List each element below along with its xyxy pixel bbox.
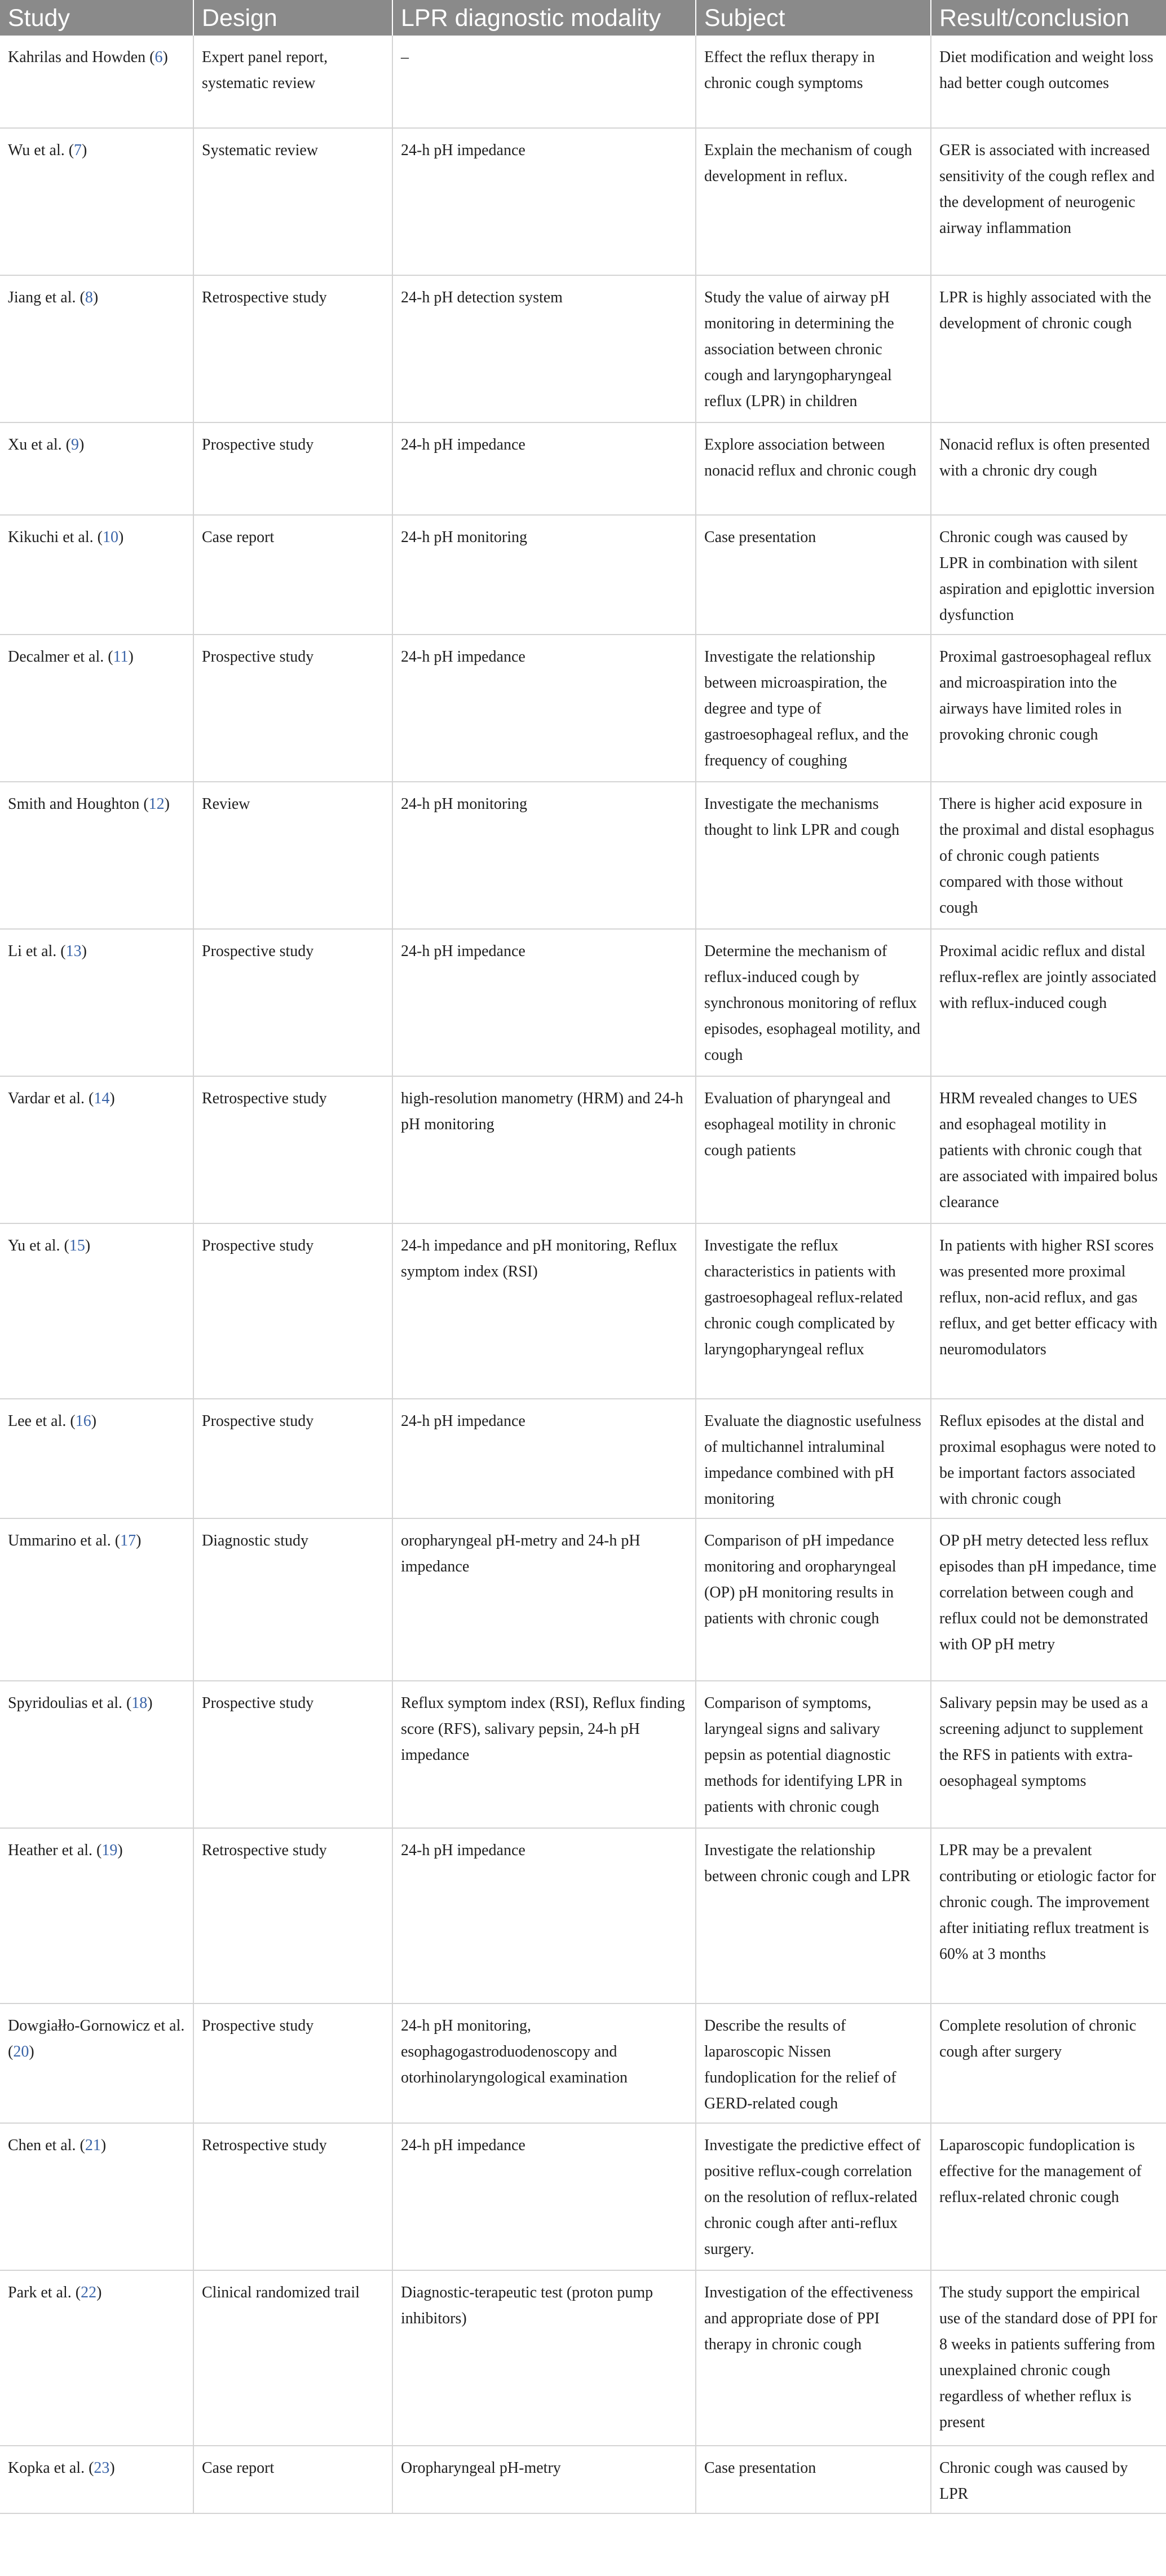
result-cell: The study support the empirical use of the standard dose of PPI for 8 weeks in patients suffering from unexplained chronic cough regardless of whether reflux is present: [931, 2270, 1166, 2446]
header-subject: Subject: [696, 0, 931, 36]
subject-cell: Investigate the predictive effect of positive reflux-cough correlation on the resolution of reflux-related chronic cough after anti-reflux surgery.: [696, 2123, 931, 2270]
design-cell: Retrospective study: [193, 2123, 392, 2270]
design-cell: Review: [193, 782, 392, 929]
subject-cell: Comparison of symptoms, laryngeal signs and salivary pepsin as potential diagnostic methods for identifying LPR in patients with chronic cough: [696, 1681, 931, 1828]
design-cell: Clinical randomized trail: [193, 2270, 392, 2446]
subject-cell: Explain the mechanism of cough development in reflux.: [696, 128, 931, 275]
reference-link[interactable]: 13: [65, 943, 82, 960]
modality-cell: Oropharyngeal pH-metry: [392, 2446, 696, 2513]
design-cell: Prospective study: [193, 929, 392, 1076]
study-cell: Kikuchi et al. (10): [0, 515, 193, 635]
reference-link[interactable]: 14: [94, 1090, 110, 1107]
reference-link[interactable]: 18: [131, 1694, 148, 1712]
result-cell: Chronic cough was caused by LPR in combination with silent aspiration and epiglottic inversion dysfunction: [931, 515, 1166, 635]
result-cell: Nonacid reflux is often presented with a chronic dry cough: [931, 422, 1166, 515]
reference-link[interactable]: 6: [154, 49, 163, 66]
modality-cell: 24-h pH impedance: [392, 929, 696, 1076]
design-cell: Retrospective study: [193, 275, 392, 422]
study-cell: Ummarino et al. (17): [0, 1518, 193, 1681]
result-cell: Complete resolution of chronic cough after surgery: [931, 2003, 1166, 2123]
modality-cell: –: [392, 36, 696, 128]
design-cell: Retrospective study: [193, 1828, 392, 2003]
reference-link[interactable]: 8: [85, 289, 93, 306]
study-cell: Vardar et al. (14): [0, 1076, 193, 1223]
subject-cell: Investigation of the effectiveness and appropriate dose of PPI therapy in chronic cough: [696, 2270, 931, 2446]
result-cell: Proximal acidic reflux and distal reflux-reflex are jointly associated with reflux-induced cough: [931, 929, 1166, 1076]
header-result: Result/conclusion: [931, 0, 1166, 36]
reference-link[interactable]: 15: [69, 1237, 85, 1254]
table-row: [0, 515, 1166, 635]
table-row: [0, 635, 1166, 782]
design-cell: Retrospective study: [193, 1076, 392, 1223]
subject-cell: Describe the results of laparoscopic Nissen fundoplication for the relief of GERD-related cough: [696, 2003, 931, 2123]
result-cell: LPR is highly associated with the development of chronic cough: [931, 275, 1166, 422]
design-cell: Case report: [193, 515, 392, 635]
reference-link[interactable]: 10: [102, 529, 118, 546]
design-cell: Prospective study: [193, 2003, 392, 2123]
subject-cell: Investigate the reflux characteristics in patients with gastroesophageal reflux-related chronic cough complicated by laryngopharyngeal reflux: [696, 1223, 931, 1399]
study-cell: Decalmer et al. (11): [0, 635, 193, 782]
result-cell: There is higher acid exposure in the proximal and distal esophagus of chronic cough patients compared with those without cough: [931, 782, 1166, 929]
design-cell: Prospective study: [193, 1223, 392, 1399]
design-cell: Prospective study: [193, 635, 392, 782]
modality-cell: 24-h pH monitoring, esophagogastroduodenoscopy and otorhinolaryngological examination: [392, 2003, 696, 2123]
reference-link[interactable]: 21: [85, 2137, 101, 2154]
study-cell: Lee et al. (16): [0, 1399, 193, 1518]
design-cell: Prospective study: [193, 1399, 392, 1518]
result-cell: Reflux episodes at the distal and proximal esophagus were noted to be important factors associated with chronic cough: [931, 1399, 1166, 1518]
design-cell: Prospective study: [193, 1681, 392, 1828]
subject-cell: Case presentation: [696, 515, 931, 635]
result-cell: Diet modification and weight loss had better cough outcomes: [931, 36, 1166, 128]
reference-link[interactable]: 19: [101, 1842, 118, 1859]
study-cell: Chen et al. (21): [0, 2123, 193, 2270]
study-cell: Wu et al. (7): [0, 128, 193, 275]
subject-cell: Investigate the relationship between chronic cough and LPR: [696, 1828, 931, 2003]
modality-cell: oropharyngeal pH-metry and 24-h pH impedance: [392, 1518, 696, 1681]
table-row: [0, 1828, 1166, 2003]
modality-cell: 24-h pH impedance: [392, 422, 696, 515]
result-cell: Salivary pepsin may be used as a screening adjunct to supplement the RFS in patients with extra-oesophageal symptoms: [931, 1681, 1166, 1828]
study-cell: Kopka et al. (23): [0, 2446, 193, 2513]
table-row: [0, 929, 1166, 1076]
table-row: [0, 275, 1166, 422]
study-cell: Xu et al. (9): [0, 422, 193, 515]
table-row: [0, 128, 1166, 275]
modality-cell: 24-h pH monitoring: [392, 515, 696, 635]
study-cell: Kahrilas and Howden (6): [0, 36, 193, 128]
modality-cell: 24-h pH impedance: [392, 1828, 696, 2003]
modality-cell: Reflux symptom index (RSI), Reflux finding score (RFS), salivary pepsin, 24-h pH impedance: [392, 1681, 696, 1828]
design-cell: Systematic review: [193, 128, 392, 275]
subject-cell: Study the value of airway pH monitoring in determining the association between chronic cough and laryngopharyngeal reflux (LPR) in children: [696, 275, 931, 422]
result-cell: Laparoscopic fundoplication is effective for the management of reflux-related chronic cough: [931, 2123, 1166, 2270]
modality-cell: 24-h pH impedance: [392, 635, 696, 782]
study-cell: Smith and Houghton (12): [0, 782, 193, 929]
result-cell: GER is associated with increased sensitivity of the cough reflex and the development of neurogenic airway inflammation: [931, 128, 1166, 275]
modality-cell: high-resolution manometry (HRM) and 24-h pH monitoring: [392, 1076, 696, 1223]
reference-link[interactable]: 7: [74, 142, 82, 159]
subject-cell: Investigate the mechanisms thought to link LPR and cough: [696, 782, 931, 929]
result-cell: Chronic cough was caused by LPR: [931, 2446, 1166, 2513]
study-cell: Li et al. (13): [0, 929, 193, 1076]
header-modality: LPR diagnostic modality: [392, 0, 696, 36]
subject-cell: Case presentation: [696, 2446, 931, 2513]
table-row: [0, 782, 1166, 929]
table-row: [0, 1399, 1166, 1518]
subject-cell: Effect the reflux therapy in chronic cough symptoms: [696, 36, 931, 128]
table-header: [0, 0, 1166, 36]
table-row: [0, 2003, 1166, 2123]
table-body: [0, 36, 1166, 2513]
result-cell: In patients with higher RSI scores was presented more proximal reflux, non-acid reflux, and gas reflux, and get better efficacy with neuromodulators: [931, 1223, 1166, 1399]
table-row: [0, 2123, 1166, 2270]
design-cell: Prospective study: [193, 422, 392, 515]
table-row: [0, 36, 1166, 128]
reference-link[interactable]: 17: [120, 1532, 136, 1549]
study-cell: Yu et al. (15): [0, 1223, 193, 1399]
modality-cell: 24-h impedance and pH monitoring, Reflux symptom index (RSI): [392, 1223, 696, 1399]
result-cell: OP pH metry detected less reflux episodes than pH impedance, time correlation between cough and reflux could not be demonstrated with OP pH metry: [931, 1518, 1166, 1681]
study-cell: Spyridoulias et al. (18): [0, 1681, 193, 1828]
subject-cell: Evaluation of pharyngeal and esophageal motility in chronic cough patients: [696, 1076, 931, 1223]
reference-link[interactable]: 22: [81, 2284, 97, 2301]
result-cell: LPR may be a prevalent contributing or etiologic factor for chronic cough. The improvement after initiating reflux treatment is 60% at 3 months: [931, 1828, 1166, 2003]
study-cell: Dowgiałło-Gornowicz et al. (20): [0, 2003, 193, 2123]
header-design: Design: [193, 0, 392, 36]
table-row: [0, 2270, 1166, 2446]
reference-link[interactable]: 23: [94, 2459, 110, 2477]
study-cell: Heather et al. (19): [0, 1828, 193, 2003]
modality-cell: 24-h pH impedance: [392, 128, 696, 275]
subject-cell: Investigate the relationship between microaspiration, the degree and type of gastroesophageal reflux, and the frequency of coughing: [696, 635, 931, 782]
design-cell: Expert panel report, systematic review: [193, 36, 392, 128]
table-row: [0, 1518, 1166, 1681]
table-row: [0, 2446, 1166, 2513]
header-study: Study: [0, 0, 193, 36]
modality-cell: Diagnostic-terapeutic test (proton pump inhibitors): [392, 2270, 696, 2446]
reference-link[interactable]: 16: [75, 1412, 91, 1430]
modality-cell: 24-h pH impedance: [392, 2123, 696, 2270]
reference-link[interactable]: 11: [113, 648, 129, 666]
result-cell: HRM revealed changes to UES and esophageal motility in patients with chronic cough that are associated with impaired bolus clearance: [931, 1076, 1166, 1223]
subject-cell: Determine the mechanism of reflux-induced cough by synchronous monitoring of reflux episodes, esophageal motility, and cough: [696, 929, 931, 1076]
study-cell: Jiang et al. (8): [0, 275, 193, 422]
table-row: [0, 422, 1166, 515]
modality-cell: 24-h pH detection system: [392, 275, 696, 422]
result-cell: Proximal gastroesophageal reflux and microaspiration into the airways have limited roles in provoking chronic cough: [931, 635, 1166, 782]
reference-link[interactable]: 20: [13, 2043, 29, 2060]
reference-link[interactable]: 12: [148, 795, 165, 813]
subject-cell: Evaluate the diagnostic usefulness of multichannel intraluminal impedance combined with pH monitoring: [696, 1399, 931, 1518]
table-row: [0, 1076, 1166, 1223]
design-cell: Diagnostic study: [193, 1518, 392, 1681]
modality-cell: 24-h pH monitoring: [392, 782, 696, 929]
reference-link[interactable]: 9: [70, 436, 79, 453]
table-row: [0, 1223, 1166, 1399]
header-row: [0, 0, 1166, 36]
modality-cell: 24-h pH impedance: [392, 1399, 696, 1518]
subject-cell: Explore association between nonacid reflux and chronic cough: [696, 422, 931, 515]
table-row: [0, 1681, 1166, 1828]
study-cell: Park et al. (22): [0, 2270, 193, 2446]
subject-cell: Comparison of pH impedance monitoring and oropharyngeal (OP) pH monitoring results in patients with chronic cough: [696, 1518, 931, 1681]
design-cell: Case report: [193, 2446, 392, 2513]
